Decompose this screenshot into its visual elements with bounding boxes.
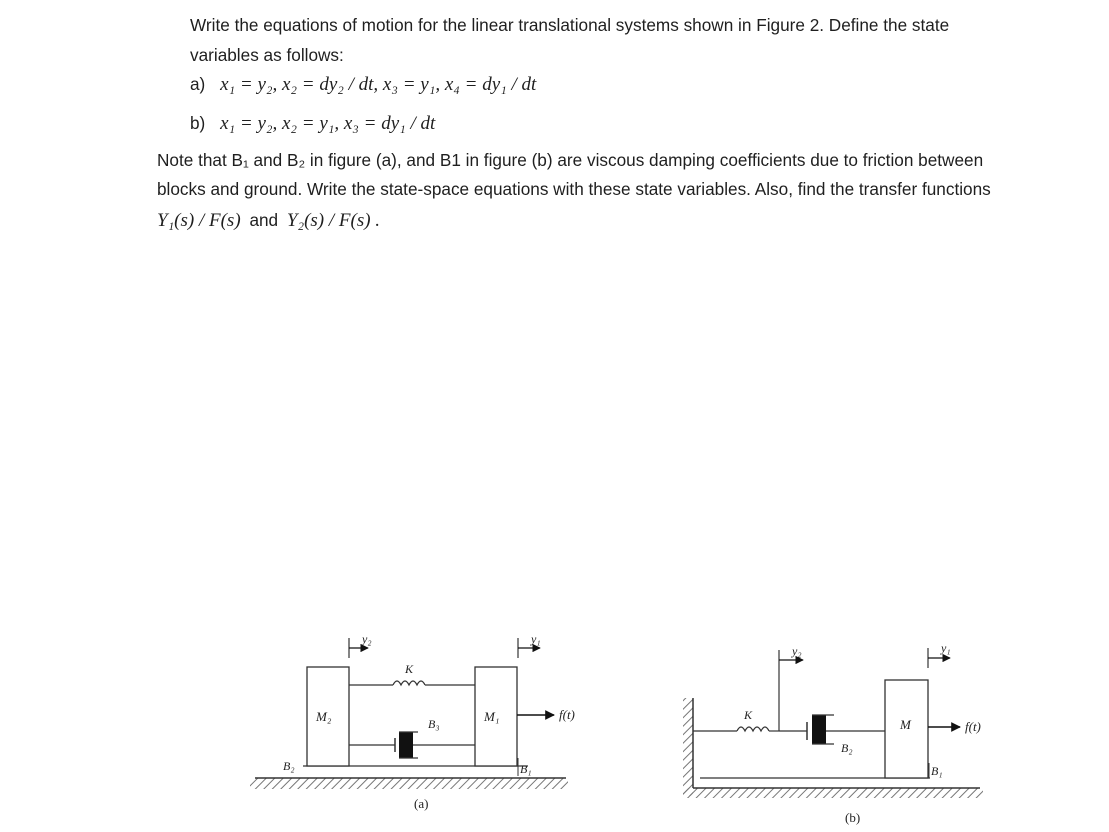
problem-intro-line-2: variables as follows:: [190, 45, 344, 65]
force-label-b: f(t): [965, 719, 981, 734]
spring-k-a-label: K: [405, 662, 414, 676]
mass-m2-label: M₂: [316, 709, 332, 724]
figure-b-caption: (b): [845, 810, 861, 825]
transfer-function-y2: Y₂(s) / F(s) .: [286, 210, 381, 231]
spring-k-b: [737, 727, 769, 731]
displacement-y1-label-b: y₁: [941, 641, 951, 655]
ground-a: [250, 778, 568, 789]
spring-k-b-label: K: [744, 708, 753, 722]
part-a-label: a): [190, 74, 206, 94]
wall-b: [683, 698, 693, 796]
mass-m1-label: M₁: [484, 709, 500, 724]
note-line-1: Note that B₁ and B₂ in figure (a), and B1 in figure (b) are viscous damping coefficients due to friction between: [157, 150, 984, 170]
transfer-function-y1: Y₁(s) / F(s): [157, 210, 241, 231]
figure-a: [250, 632, 575, 811]
damper-b2: [812, 715, 826, 744]
note-line-2: blocks and ground. Write the state-space equations with these state variables. Also, find the transfer functions: [157, 179, 991, 199]
mass-m-label: M: [900, 717, 911, 732]
figure-a-caption: (a): [414, 796, 429, 811]
ground-b: [683, 788, 983, 798]
displacement-y2-label-a: y₂: [362, 632, 372, 646]
displacement-y2-label-b: y₂: [792, 644, 802, 658]
friction-b1-label: B₁: [520, 762, 532, 776]
damper-b3-label: B₃: [428, 717, 440, 731]
damper-b2-label: B₂: [841, 741, 853, 755]
displacement-y1-label-a: y₁: [531, 632, 541, 646]
transfer-function-and: and: [249, 210, 279, 230]
spring-k-a: [393, 681, 425, 685]
damper-b3: [399, 732, 413, 758]
friction-b2-label: B₂: [283, 759, 295, 773]
figure-b: [683, 641, 983, 825]
problem-intro-line-1: Write the equations of motion for the linear translational systems shown in Figure 2. Define the state: [190, 15, 950, 35]
part-a-equation: x₁ = y₂, x₂ = dy₂ / dt, x₃ = y₁, x₄ = dy₁ / dt: [220, 74, 537, 95]
force-label-a: f(t): [559, 707, 575, 722]
friction-b1-label-b: B₁: [931, 764, 943, 778]
part-b-equation: x₁ = y₂, x₂ = y₁, x₃ = dy₁ / dt: [220, 113, 436, 134]
part-b-label: b): [190, 113, 206, 133]
